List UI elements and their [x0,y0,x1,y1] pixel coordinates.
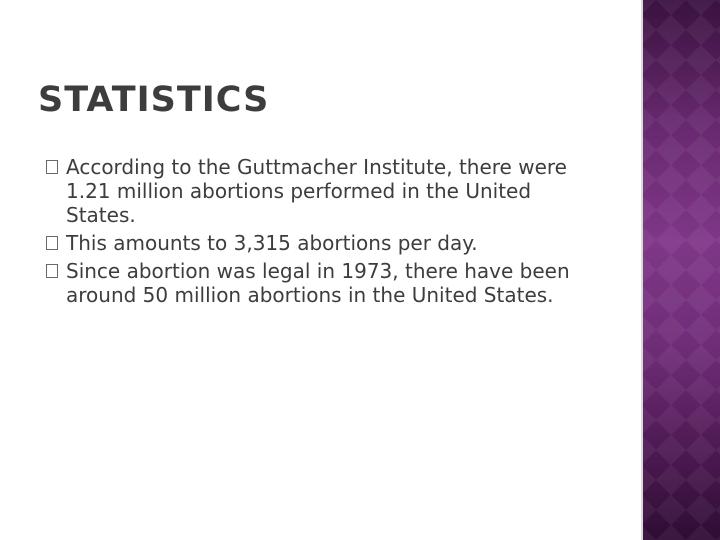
bullet-text: According to the Guttmacher Institute, there were 1.21 million abortions performed in the United States. [66,155,567,227]
slide-title: STATISTICS [38,80,270,120]
decorative-side-panel [641,0,720,540]
bullet-item [46,155,586,227]
square-bullet-icon [46,236,58,250]
bullet-item [46,259,586,307]
diamond-pattern [641,0,720,540]
bullet-item [46,231,586,255]
panel-edge-line [641,0,643,540]
square-bullet-icon [46,264,58,278]
bullet-text: Since abortion was legal in 1973, there have been around 50 million abortions in the United States. [66,259,570,307]
bullet-list [46,155,586,311]
bullet-text: This amounts to 3,315 abortions per day. [66,231,478,255]
square-bullet-icon [46,160,58,174]
